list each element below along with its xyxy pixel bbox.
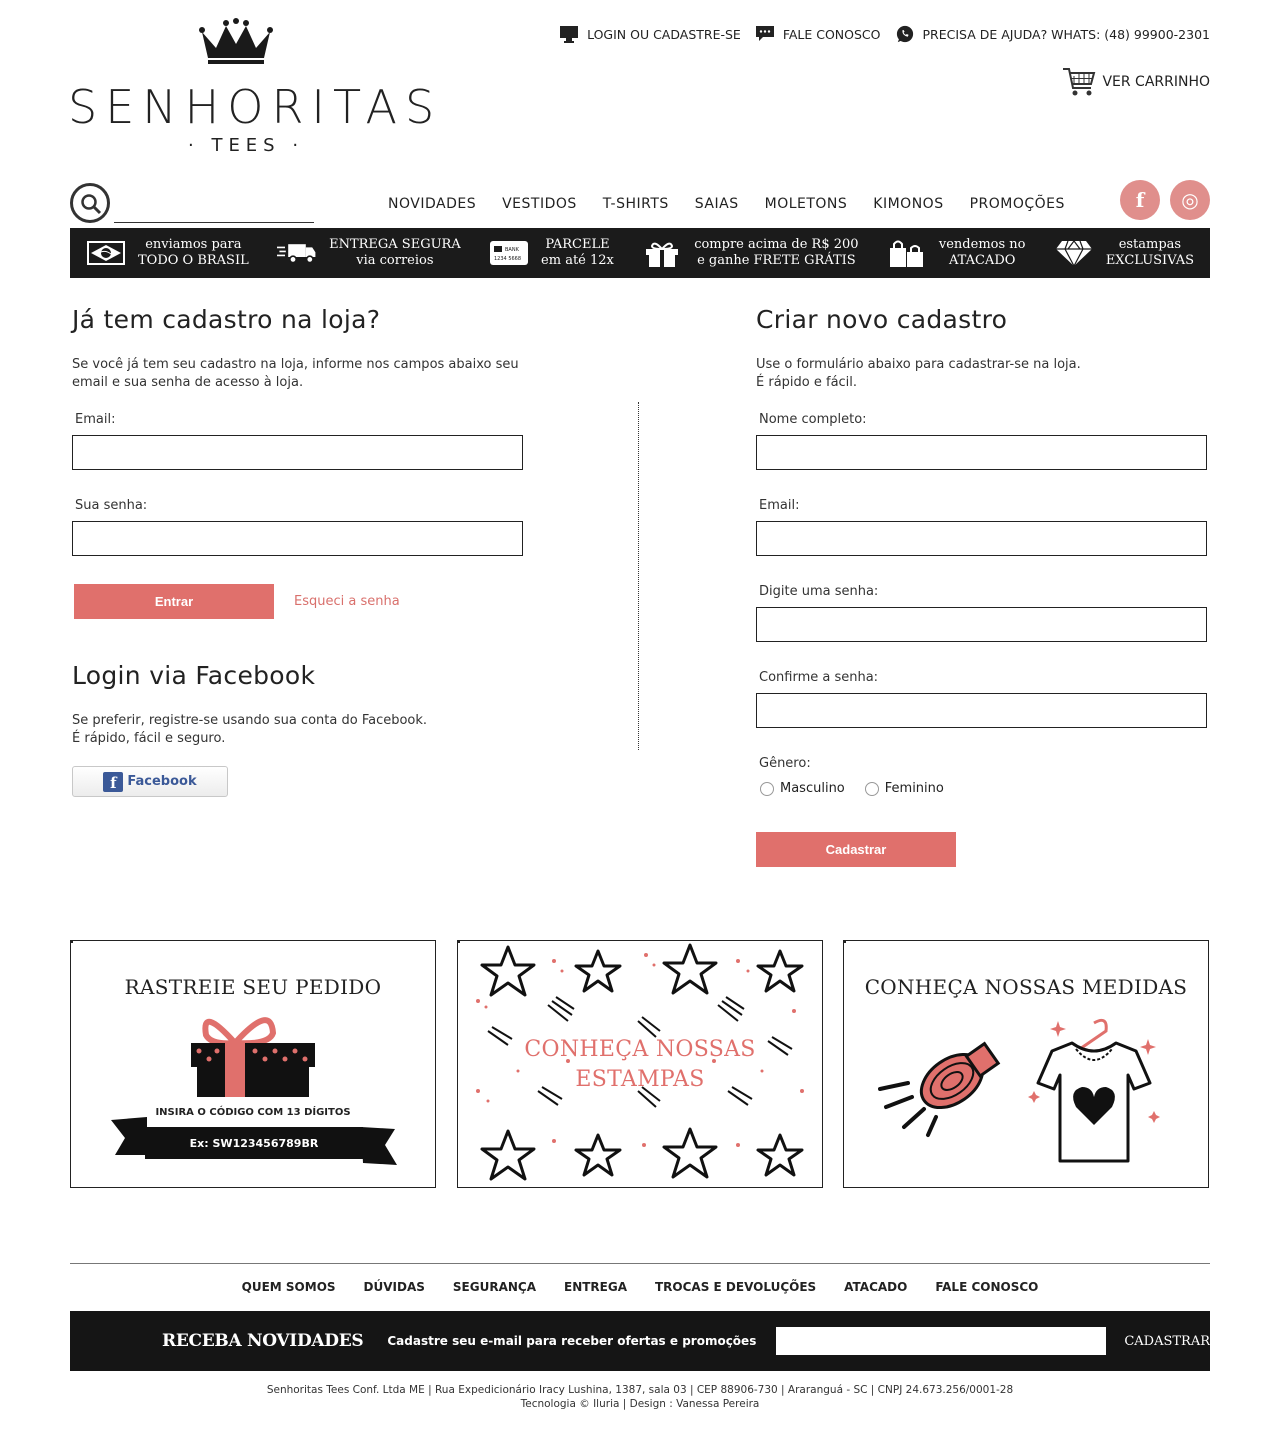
contact-link-label: FALE CONOSCO	[782, 26, 881, 42]
benefit-line1: PARCELE	[545, 237, 610, 252]
newsletter-email-input[interactable]	[776, 1327, 1106, 1355]
forgot-password-link[interactable]: Esqueci a senha	[294, 594, 400, 609]
nav-promocoes[interactable]: PROMOÇÕES	[969, 196, 1065, 212]
register-title: Criar novo cadastro	[756, 305, 1008, 334]
newsletter-bar	[70, 1311, 1210, 1371]
search-bar	[70, 183, 314, 223]
track-order-instruction: INSIRA O CÓDIGO COM 13 DÍGITOS	[155, 1107, 351, 1118]
nav-novidades[interactable]: NOVIDADES	[388, 196, 477, 212]
nav-saias[interactable]: SAIAS	[694, 196, 739, 212]
legal-info	[0, 1383, 1280, 1411]
whatsapp-link[interactable]	[895, 25, 1211, 43]
sizes-banner[interactable]	[843, 940, 1209, 1188]
benefit-line1: enviamos para	[145, 237, 242, 252]
card-bank-text: BANK	[505, 247, 519, 253]
column-divider	[638, 402, 639, 750]
register-intro-line1: Use o formulário abaixo para cadastrar-se na loja.	[756, 357, 1081, 372]
prints-banner-title	[458, 1035, 822, 1095]
login-email-field[interactable]	[72, 435, 523, 470]
top-links	[559, 25, 1210, 43]
register-name-field[interactable]	[756, 435, 1207, 470]
legal-credits-line: Tecnologia © Iluria | Design : Vanessa Pereira	[520, 1398, 760, 1410]
facebook-icon[interactable]: f	[1120, 180, 1160, 220]
login-actions	[74, 584, 542, 619]
register-password-label: Digite uma senha:	[759, 584, 879, 599]
gender-option-label: Feminino	[884, 781, 944, 796]
register-name-label: Nome completo:	[759, 412, 867, 427]
register-email-label: Email:	[759, 498, 800, 513]
shopping-bags-icon	[887, 238, 927, 268]
benefit-line2: ATACADO	[948, 253, 1016, 268]
login-section	[72, 305, 542, 797]
contact-link[interactable]	[755, 25, 881, 43]
footer-divider	[70, 1263, 1210, 1264]
gender-radio-masculino[interactable]	[760, 781, 845, 796]
prints-banner-line1: CONHEÇA NOSSAS	[524, 1037, 756, 1062]
whatsapp-link-label: PRECISA DE AJUDA? WHATS: (48) 99900-2301	[922, 26, 1210, 42]
register-confirm-label: Confirme a senha:	[759, 670, 879, 685]
view-cart-button[interactable]	[1062, 66, 1210, 98]
nav-moletons[interactable]: MOLETONS	[764, 196, 848, 212]
register-confirm-field[interactable]	[756, 693, 1207, 728]
gender-radio-feminino[interactable]	[865, 781, 944, 796]
benefit-line1: ENTREGA SEGURA	[329, 237, 461, 252]
login-link[interactable]	[559, 25, 741, 43]
login-intro	[72, 356, 522, 392]
track-order-title: RASTREIE SEU PEDIDO	[124, 975, 382, 999]
login-submit-button[interactable]: Entrar	[74, 584, 274, 619]
search-icon[interactable]	[70, 183, 110, 223]
benefit-line1: estampas	[1118, 237, 1182, 252]
login-password-label: Sua senha:	[75, 498, 148, 513]
footer-link-trocas[interactable]: TROCAS E DEVOLUÇÕES	[655, 1280, 817, 1294]
footer-link-duvidas[interactable]: DÚVIDAS	[363, 1280, 425, 1294]
login-password-field[interactable]	[72, 521, 523, 556]
register-email-field[interactable]	[756, 521, 1207, 556]
shopping-cart-icon	[1062, 66, 1096, 98]
nav-kimonos[interactable]: KIMONOS	[873, 196, 944, 212]
nav-vestidos[interactable]: VESTIDOS	[502, 196, 577, 212]
benefit-wholesale	[887, 237, 1026, 269]
credit-card-icon	[489, 238, 529, 268]
facebook-login-title: Login via Facebook	[72, 661, 316, 690]
facebook-login-button[interactable]	[72, 766, 228, 797]
facebook-login-label: Facebook	[127, 774, 197, 789]
gender-options	[760, 781, 1211, 796]
tape-measure-shirt-illustration	[872, 1011, 1182, 1171]
track-order-example: Ex: SW123456789BR	[189, 1137, 319, 1150]
sizes-banner-title: CONHEÇA NOSSAS MEDIDAS	[864, 975, 1188, 999]
register-submit-button[interactable]: Cadastrar	[756, 832, 956, 867]
truck-icon	[277, 238, 317, 268]
brand-name: SENHORITAS	[68, 80, 443, 134]
benefit-line2: em até 12x	[541, 253, 614, 268]
login-email-label: Email:	[75, 412, 116, 427]
gender-label: Gênero:	[759, 756, 811, 771]
view-cart-label: VER CARRINHO	[1102, 74, 1210, 90]
prints-banner-line2: ESTAMPAS	[575, 1067, 705, 1092]
radio-circle-icon	[760, 782, 774, 796]
footer-link-atacado[interactable]: ATACADO	[844, 1280, 908, 1294]
newsletter-title: RECEBA NOVIDADES	[162, 1331, 364, 1351]
brazil-flag-icon	[86, 238, 126, 268]
crown-icon	[198, 18, 274, 64]
legal-company-line: Senhoritas Tees Conf. Ltda ME | Rua Expedicionário Iracy Lushina, 1387, sala 03 | CEP 88906-730 | Araranguá - SC | CNPJ 24.673.256/0001-28	[266, 1384, 1014, 1396]
benefits-bar	[70, 228, 1210, 278]
login-intro-line2: email e sua senha de acesso à loja.	[72, 375, 304, 390]
benefit-line1: vendemos no	[938, 237, 1026, 252]
nav-t-shirts[interactable]: T-SHIRTS	[602, 196, 669, 212]
benefit-line1: compre acima de R$ 200	[694, 237, 859, 252]
site-logo[interactable]	[68, 18, 443, 158]
social-links	[1120, 180, 1210, 220]
benefit-line2: EXCLUSIVAS	[1105, 253, 1194, 268]
chat-bubble-icon	[755, 25, 775, 43]
login-intro-line1: Se você já tem seu cadastro na loja, informe nos campos abaixo seu	[72, 357, 519, 372]
benefit-exclusive-prints	[1054, 237, 1194, 269]
footer-link-entrega[interactable]: ENTREGA	[564, 1280, 627, 1294]
register-intro-line2: É rápido e fácil.	[756, 375, 858, 390]
main-nav	[375, 196, 1078, 212]
monitor-icon	[559, 25, 579, 43]
brand-subtitle: · TEES ·	[188, 135, 305, 156]
benefit-free-shipping	[642, 237, 858, 269]
footer-link-seguranca[interactable]: SEGURANÇA	[452, 1280, 536, 1294]
footer-nav	[0, 1280, 1280, 1294]
benefit-line2: via correios	[356, 253, 434, 268]
facebook-intro-line2: É rápido, fácil e seguro.	[72, 731, 226, 746]
benefit-line2: TODO O BRASIL	[138, 253, 249, 268]
facebook-logo-icon: f	[103, 772, 123, 792]
newsletter-description: Cadastre seu e-mail para receber ofertas e promoções	[387, 1334, 757, 1348]
register-intro	[756, 356, 1206, 392]
diamond-icon	[1054, 238, 1094, 268]
benefit-line2: e ganhe FRETE GRÁTIS	[697, 253, 856, 268]
card-number-text: 1234 5668	[494, 256, 522, 262]
register-password-field[interactable]	[756, 607, 1207, 642]
register-section	[756, 305, 1211, 867]
newsletter-submit-button[interactable]: CADASTRAR	[1124, 1333, 1210, 1349]
search-input[interactable]	[114, 203, 314, 223]
footer-link-quem-somos[interactable]: QUEM SOMOS	[241, 1280, 336, 1294]
facebook-intro	[72, 712, 522, 748]
whatsapp-icon	[895, 25, 915, 43]
footer-link-fale-conosco[interactable]: FALE CONOSCO	[935, 1280, 1039, 1294]
gender-option-label: Masculino	[780, 781, 845, 796]
login-title: Já tem cadastro na loja?	[72, 305, 381, 334]
facebook-intro-line1: Se preferir, registre-se usando sua conta do Facebook.	[72, 713, 428, 728]
track-order-banner[interactable]	[70, 940, 436, 1188]
gift-icon	[642, 238, 682, 268]
prints-banner[interactable]	[457, 940, 823, 1188]
benefit-shipping-brazil	[86, 237, 249, 269]
instagram-icon[interactable]: ◎	[1170, 180, 1210, 220]
benefit-installments	[489, 237, 614, 269]
login-link-label: LOGIN OU CADASTRE-SE	[587, 26, 741, 42]
benefit-secure-delivery	[277, 237, 461, 269]
radio-circle-icon	[865, 782, 879, 796]
